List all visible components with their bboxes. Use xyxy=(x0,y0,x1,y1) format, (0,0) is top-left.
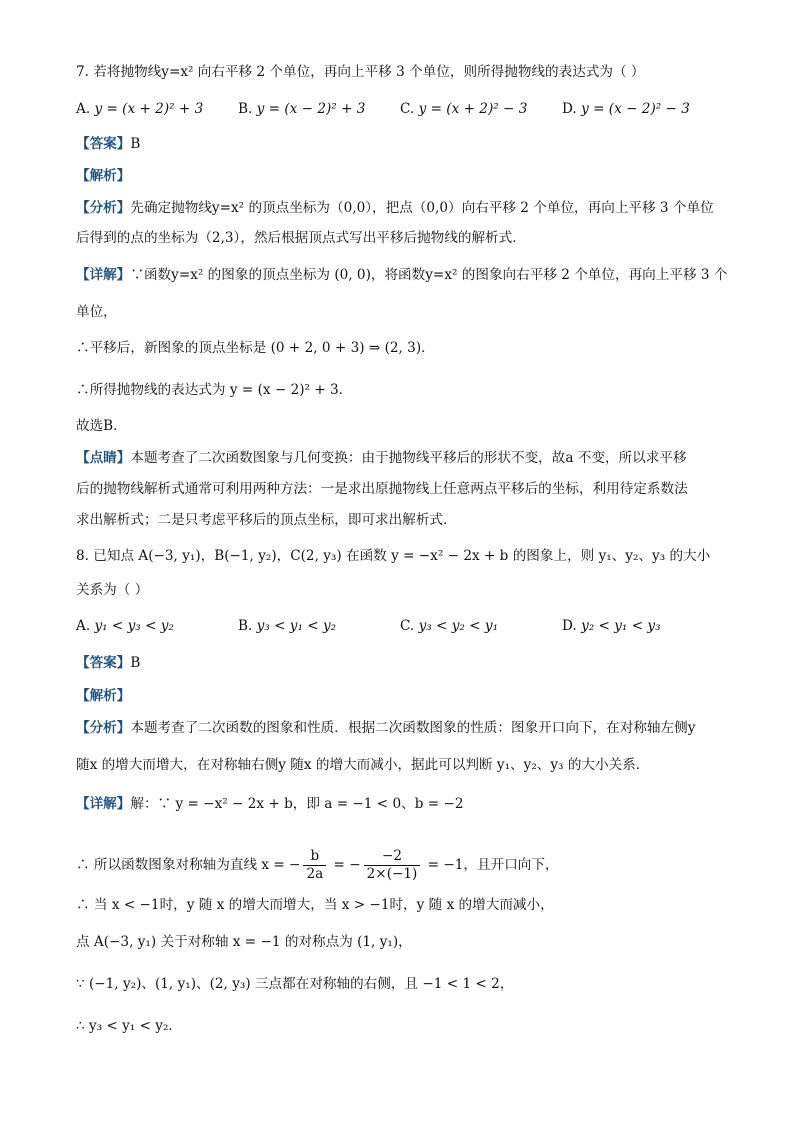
q8-stem-line-2: 关系为（ ） xyxy=(76,582,149,598)
q7-dianjing-line-2: 后的抛物线解析式通常可利用两种方法：一是求出原抛物线上任意两点平移后的坐标，利用待定系数法 xyxy=(76,481,688,497)
answer-tag: 【答案】 xyxy=(76,136,131,152)
analysis-tag: 【解析】 xyxy=(76,688,131,704)
q7-dianjing-line-3: 求出解析式；二是只考虑平移后的顶点坐标，即可求出解析式． xyxy=(76,512,457,528)
axis-text-a: ∴ 所以函数图象对称轴为直线 x = − xyxy=(76,857,301,873)
q7-xiangjie-line-2: 单位， xyxy=(76,304,117,320)
q7-xiangjie-line-4: ∴所得抛物线的表达式为 y = (x − 2)² + 3． xyxy=(76,382,353,398)
answer-tag: 【答案】 xyxy=(76,655,131,671)
answer-value: B xyxy=(130,136,141,152)
dianjing-tag: 【点睛】 xyxy=(76,450,131,466)
q7-option-d xyxy=(562,99,690,119)
q8-xiangjie-line-2 xyxy=(76,848,559,883)
option-expr: y₃ < y₁ < y₂ xyxy=(256,618,337,634)
q8-option-c xyxy=(400,616,498,636)
fraction-numerator: b xyxy=(303,848,326,866)
q7-option-a xyxy=(76,99,203,119)
option-expr: y₁ < y₃ < y₂ xyxy=(94,618,174,634)
xiangjie-text: ∵函数y=x² 的图象的顶点坐标为 (0, 0)，将函数y=x² 的图象向右平移 2 个单位，再向上平移 3 个 xyxy=(130,267,728,283)
option-letter: A. xyxy=(76,101,91,117)
analysis-tag: 【解析】 xyxy=(76,168,131,184)
q7-fenxi-line-2: 后得到的点的坐标为（2,3），然后根据顶点式写出平移后抛物线的解析式． xyxy=(76,230,526,246)
q7-xiangjie-line-3: ∴平移后，新图象的顶点坐标是 (0 + 2, 0 + 3) ⇒ (2, 3)． xyxy=(76,340,435,356)
option-expr: y₂ < y₁ < y₃ xyxy=(581,618,661,634)
option-expr: y = (x − 2)² − 3 xyxy=(581,101,690,117)
option-letter: D. xyxy=(562,618,577,634)
option-letter: B. xyxy=(238,618,253,634)
q7-fenxi-line-1 xyxy=(76,198,714,218)
fraction-neg2-over-2x-neg1 xyxy=(364,848,421,883)
option-expr: y = (x − 2)² + 3 xyxy=(256,101,366,117)
option-letter: A. xyxy=(76,618,91,634)
option-letter: D. xyxy=(562,101,577,117)
q7-option-c xyxy=(400,99,527,119)
xiangjie-text: 解：∵ y = −x² − 2x + b，即 a = −1 < 0、b = −2 xyxy=(130,796,464,812)
q8-answer xyxy=(76,653,140,673)
q7-dianjing-line-1 xyxy=(76,448,687,468)
q7-xiangjie-line-1 xyxy=(76,265,727,285)
dianjing-text: 本题考查了二次函数图象与几何变换：由于抛物线平移后的形状不变，故a 不变，所以求平移 xyxy=(130,450,687,466)
fenxi-text: 本题考查了二次函数的图象和性质．根据二次函数图象的性质：图象开口向下，在对称轴左侧y xyxy=(130,720,696,736)
q8-xiangjie-line-5: ∵ (−1, y₂)、(1, y₁)、(2, y₃) 三点都在对称轴的右侧，且 −1 < 1 < 2， xyxy=(76,976,514,992)
q7-answer xyxy=(76,134,140,154)
fenxi-text: 先确定抛物线y=x² 的顶点坐标为（0,0），把点（0,0）向右平移 2 个单位，再向上平移 3 个单位 xyxy=(130,200,714,216)
q8-xiangjie-line-1 xyxy=(76,794,464,814)
xiangjie-tag: 【详解】 xyxy=(76,267,131,283)
q7-stem: 7. 若将抛物线y=x² 向右平移 2 个单位，再向上平移 3 个单位，则所得抛物线的表达式为（ ） xyxy=(76,64,645,80)
q8-option-b xyxy=(238,616,336,636)
q8-xiangjie-line-4: 点 A(−3, y₁) 关于对称轴 x = −1 的对称点为 (1, y₁)， xyxy=(76,934,412,950)
axis-text-c: = −1，且开口向下， xyxy=(423,857,559,873)
option-expr: y = (x + 2)² + 3 xyxy=(94,101,204,117)
q7-option-b xyxy=(238,99,365,119)
q7-analysis-tag xyxy=(76,166,130,186)
option-letter: C. xyxy=(400,618,415,634)
q8-fenxi-line-1 xyxy=(76,718,695,738)
q8-option-a xyxy=(76,616,174,636)
answer-value: B xyxy=(130,655,141,671)
fenxi-tag: 【分析】 xyxy=(76,720,131,736)
xiangjie-tag: 【详解】 xyxy=(76,796,131,812)
option-letter: B. xyxy=(238,101,253,117)
fraction-denominator: 2a xyxy=(306,866,324,882)
q8-stem-line-1: 8. 已知点 A(−3, y₁)，B(−1, y₂)，C(2, y₃) 在函数 y = −x² − 2x + b 的图象上，则 y₁、y₂、y₃ 的大小 xyxy=(76,548,711,564)
axis-text-b: = − xyxy=(329,857,361,873)
fraction-denominator: 2×(−1) xyxy=(366,866,418,882)
q8-analysis-tag xyxy=(76,686,130,706)
option-expr: y₃ < y₂ < y₁ xyxy=(418,618,499,634)
fraction-b-over-2a xyxy=(303,848,326,883)
q8-xiangjie-line-3: ∴ 当 x < −1时，y 随 x 的增大而增大，当 x > −1时，y 随 x 的增大而减小， xyxy=(76,897,554,913)
fraction-numerator: −2 xyxy=(364,848,421,866)
option-expr: y = (x + 2)² − 3 xyxy=(418,101,528,117)
q7-xiangjie-line-5: 故选B． xyxy=(76,418,127,434)
q8-xiangjie-line-6: ∴ y₃ < y₁ < y₂． xyxy=(76,1018,183,1034)
fenxi-tag: 【分析】 xyxy=(76,200,131,216)
option-letter: C. xyxy=(400,101,415,117)
q8-option-d xyxy=(562,616,661,636)
q8-fenxi-line-2: 随x 的增大而增大，在对称轴右侧y 随x 的增大而减小，据此可以判断 y₁、y₂、y₃ 的大小关系． xyxy=(76,757,650,773)
